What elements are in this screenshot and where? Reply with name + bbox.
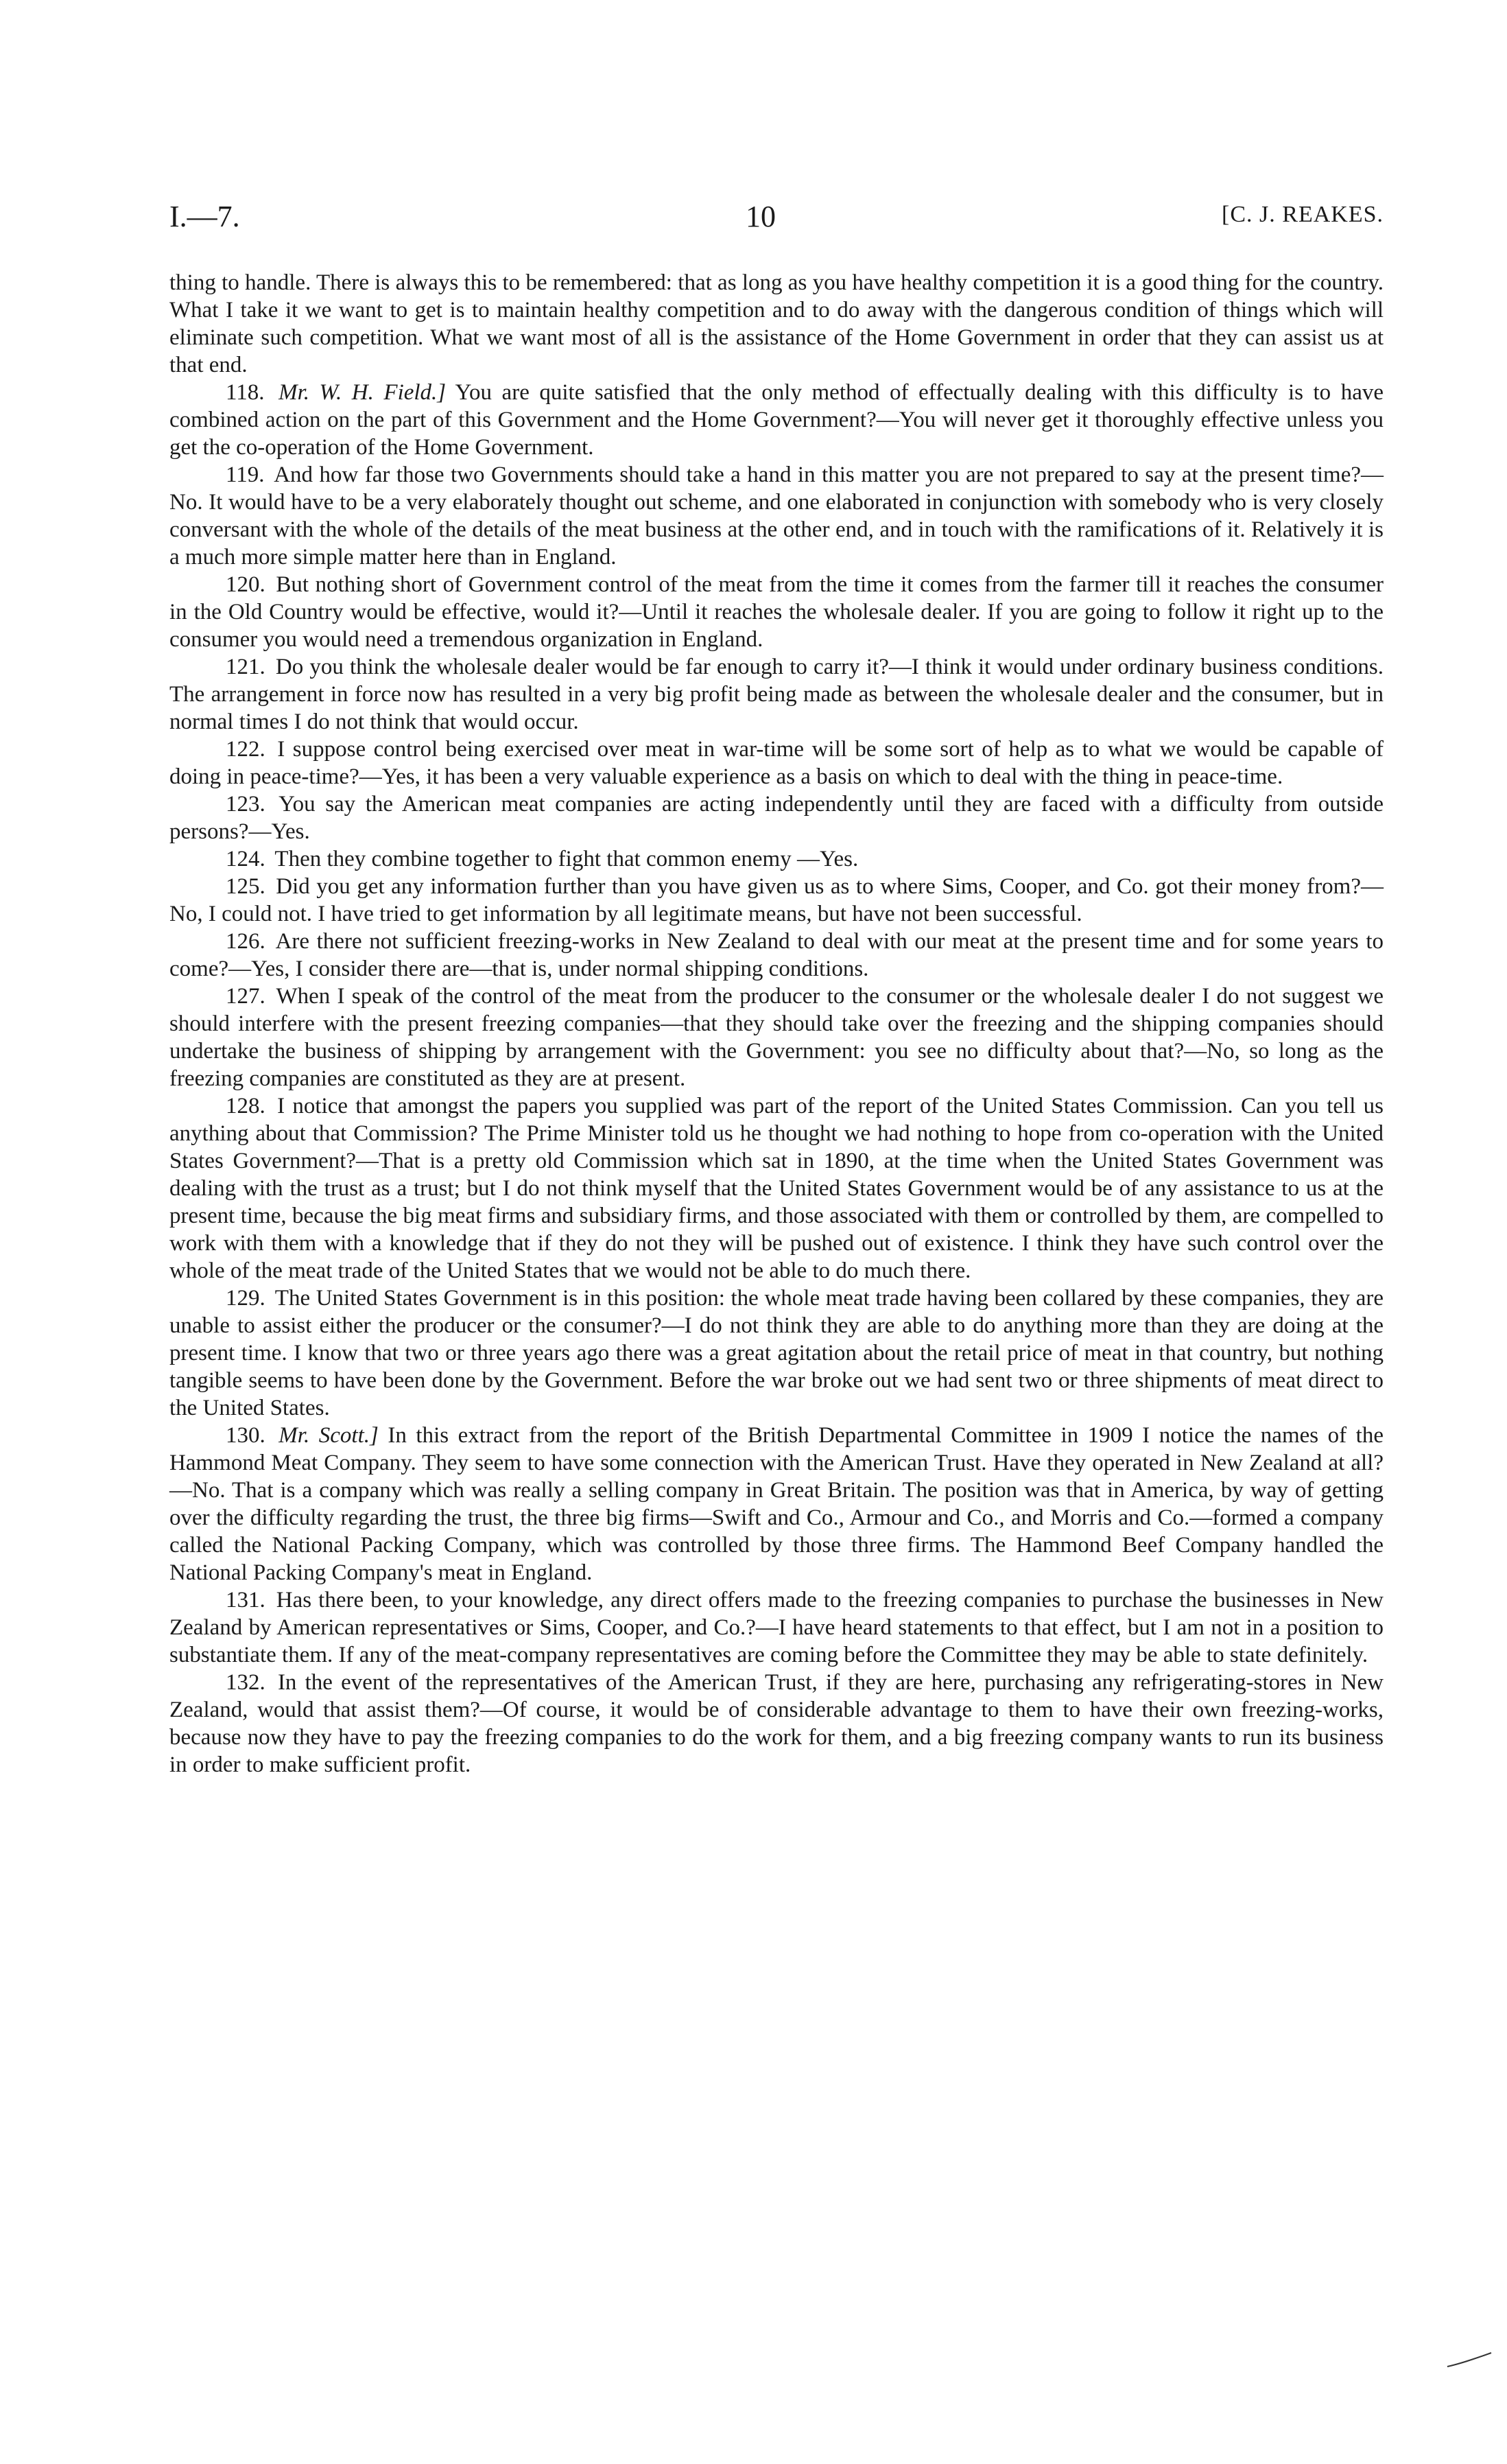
- question-text: And how far those two Governments should take a hand in this matter you are not prepared to say at the present time?—No. It would have to be a very elaborately thought out scheme, and one elaborated in conjunction with somebody who is very closely conversant with the whole of the details of the meat business at the other end, and in touch with the ramifications of it. Relatively it is a much more simple matter here than in England.: [169, 462, 1384, 570]
- question-number: 118.: [226, 380, 265, 405]
- question-number: 126.: [226, 929, 265, 954]
- question-number: 121.: [226, 655, 265, 679]
- question-120: [169, 571, 1384, 653]
- question-text: In this extract from the report of the British Departmental Committee in 1909 I notice the names of the Hammond Meat Company. They seem to have some connection with the American Trust. Have they operated in New Zealand at all?—No. That is a company which was really a selling company in Great Britain. The position was that in America, by way of getting over the difficulty regarding the trust, the three big firms—Swift and Co., Armour and Co., and Morris and Co.—formed a company called the National Packing Company, which was controlled by those three firms. The Hammond Beef Company handled the National Packing Company's meat in England.: [169, 1423, 1384, 1585]
- question-number: 132.: [226, 1670, 265, 1695]
- question-119: [169, 461, 1384, 571]
- question-number: 131.: [226, 1588, 265, 1612]
- page-number: 10: [746, 200, 776, 233]
- question-125: [169, 873, 1384, 928]
- question-126: [169, 928, 1384, 983]
- question-text: I notice that amongst the papers you supplied was part of the report of the United States Commission. Can you tell us anything about that Commission? The Prime Minister told us he thought we had nothing to hope from co-operation with the United States Government?—That is a pretty old Commission which sat in 1890, at the time when the United States Government was dealing with the trust as a trust; but I do not think myself that the United States Government would be of any assistance to us at the present time, because the big meat firms and subsidiary firms, and those associated with them or controlled by them, are compelled to work with them with a knowledge that if they do not they will be pushed out of existence. I think they have such control over the whole of the meat trade of the United States that we would not be able to do much there.: [169, 1094, 1384, 1283]
- question-text: The United States Government is in this position: the whole meat trade having been collared by these companies, they are unable to assist either the producer or the consumer?—I do not think they are able to do anything more than they are doing at the present time. I know that two or three years ago there was a great agitation about the retail price of meat in that country, but nothing tangible seems to have been done by the Government. Before the war broke out we had sent two or three shipments of meat direct to the United States.: [169, 1286, 1384, 1420]
- question-128: [169, 1092, 1384, 1284]
- witness-name: [C. J. REAKES.: [1222, 202, 1384, 227]
- pen-mark-icon: [1446, 2350, 1494, 2371]
- paper-reference: I.—7.: [169, 200, 240, 233]
- question-number: 129.: [226, 1286, 265, 1311]
- question-text: Has there been, to your knowledge, any direct offers made to the freezing companies to purchase the businesses in New Zealand by American representatives or Sims, Cooper, and Co.?—I have heard statements to that effect, but I am not in a position to substantiate them. If any of the meat-company representatives are coming before the Committee they may be able to state definitely.: [169, 1588, 1384, 1667]
- question-text: When I speak of the control of the meat from the producer to the consumer or the wholesale dealer I do not suggest we should interfere with the present freezing companies—that they should take over the freezing and the shipping companies should undertake the business of shipping by arrangement with the Government: you see no difficulty about that?—No, so long as the freezing companies are constituted as they are at present.: [169, 984, 1384, 1091]
- question-number: 123.: [226, 792, 265, 817]
- intro-paragraph: thing to handle. There is always this to be remembered: that as long as you have healthy competition it is a good thing for the country. What I take it we want to get is to maintain healthy competition and to do away with the dangerous condition of things which will eliminate such competition. What we want most of all is the assistance of the Home Government in order that they can assist us at that end.: [169, 270, 1384, 377]
- speaker: Mr. Scott.]: [278, 1423, 379, 1448]
- question-text: I suppose control being exercised over meat in war-time will be some sort of help as to what we would be capable of doing in peace-time?—Yes, it has been a very valuable experience as a basis on which to deal with the thing in peace-time.: [169, 737, 1384, 789]
- question-number: 120.: [226, 572, 265, 597]
- question-130: [169, 1422, 1384, 1586]
- question-text: In the event of the representatives of the American Trust, if they are here, purchasing any refrigerating-stores in New Zealand, would that assist them?—Of course, it would be of considerable advantage to them to have their own freezing-works, because now they have to pay the freezing companies to do the work for them, and a big freezing company wants to run its business in order to make sufficient profit.: [169, 1670, 1384, 1777]
- question-118: [169, 379, 1384, 461]
- question-132: [169, 1669, 1384, 1779]
- question-text: Do you think the wholesale dealer would be far enough to carry it?—I think it would under ordinary business conditions. The arrangement in force now has resulted in a very big profit being made as between the wholesale dealer and the consumer, but in normal times I do not think that would occur.: [169, 655, 1384, 734]
- question-number: 130.: [226, 1423, 265, 1448]
- question-number: 127.: [226, 984, 265, 1009]
- page-body: [169, 269, 1384, 1779]
- question-text: Are there not sufficient freezing-works in New Zealand to deal with our meat at the present time and for some years to come?—Yes, I consider there are—that is, under normal shipping conditions.: [169, 929, 1384, 981]
- question-number: 128.: [226, 1094, 265, 1118]
- question-122: [169, 736, 1384, 790]
- question-text: You are quite satisfied that the only method of effectually dealing with this difficulty is to have combined action on the part of this Government and the Home Government?—You will never get it thoroughly effective unless you get the co-operation of the Home Government.: [169, 380, 1384, 460]
- question-number: 119.: [226, 462, 265, 487]
- question-text: Then they combine together to fight that common enemy —Yes.: [274, 847, 859, 871]
- question-text: Did you get any information further than you have given us as to where Sims, Cooper, and Co. got their money from?—No, I could not. I have tried to get information by all legitimate means, but have not been successful.: [169, 874, 1384, 926]
- question-number: 125.: [226, 874, 265, 899]
- question-number: 122.: [226, 737, 265, 762]
- question-127: [169, 983, 1384, 1092]
- question-text: But nothing short of Government control of the meat from the time it comes from the farmer till it reaches the consumer in the Old Country would be effective, would it?—Until it reaches the wholesale dealer. If you are going to follow it right up to the consumer you would need a tremendous organization in England.: [169, 572, 1384, 652]
- question-129: [169, 1284, 1384, 1422]
- question-text: You say the American meat companies are acting independently until they are faced with a difficulty from outside persons?—Yes.: [169, 792, 1384, 844]
- page-header: [169, 199, 1384, 240]
- speaker: Mr. W. H. Field.]: [278, 380, 447, 405]
- question-number: 124.: [226, 847, 265, 871]
- question-131: [169, 1586, 1384, 1669]
- question-123: [169, 790, 1384, 845]
- question-124: [169, 845, 1384, 873]
- question-121: [169, 653, 1384, 736]
